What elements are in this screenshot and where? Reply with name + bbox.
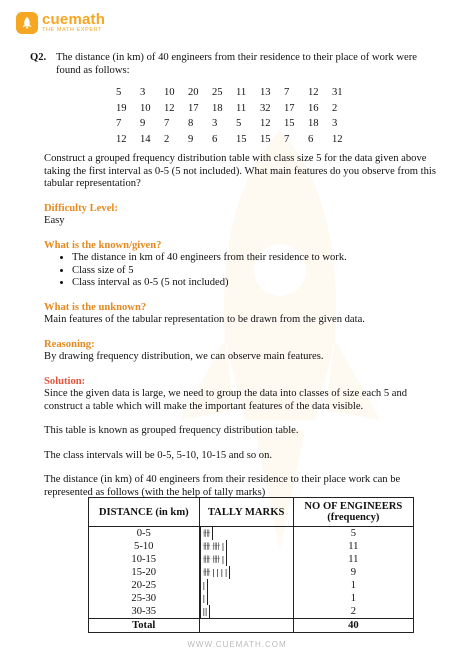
distance-cell: 15-20 bbox=[89, 566, 200, 579]
data-grid-cell: 9 bbox=[140, 118, 146, 129]
cuemath-logo bbox=[16, 12, 105, 34]
reasoning-text: By drawing frequency distribution, we can observe main features. bbox=[44, 351, 324, 362]
data-grid-cell: 25 bbox=[212, 87, 223, 98]
data-grid-cell: 15 bbox=[260, 133, 271, 145]
data-grid-cell: 15 bbox=[236, 133, 247, 145]
data-grid-cell: 5 bbox=[116, 87, 122, 98]
known-list bbox=[44, 252, 444, 290]
frequency-cell: 5 bbox=[293, 527, 413, 541]
reasoning-heading: Reasoning: bbox=[44, 338, 95, 350]
table-row bbox=[89, 592, 414, 605]
table-row bbox=[89, 579, 414, 592]
data-grid-cell: 10 bbox=[140, 102, 151, 114]
data-grid-cell: 3 bbox=[212, 118, 218, 129]
data-grid-row bbox=[116, 87, 356, 103]
frequency-cell: 11 bbox=[293, 553, 413, 566]
frequency-cell: 2 bbox=[293, 605, 413, 619]
data-grid bbox=[116, 87, 356, 149]
data-grid-cell: 14 bbox=[140, 133, 151, 145]
data-grid-cell: 19 bbox=[116, 102, 127, 114]
data-grid-row bbox=[116, 118, 356, 134]
table-row bbox=[89, 605, 414, 619]
total-label: Total bbox=[89, 619, 200, 633]
solution-heading: Solution: bbox=[44, 375, 86, 387]
question-number: Q2. bbox=[30, 52, 47, 63]
data-grid-cell: 13 bbox=[260, 87, 271, 98]
data-grid-cell: 7 bbox=[164, 118, 170, 129]
table-row bbox=[89, 540, 414, 553]
frequency-cell: 11 bbox=[293, 540, 413, 553]
table-row bbox=[89, 566, 414, 579]
data-grid-cell: 31 bbox=[332, 87, 343, 98]
distance-cell: 0-5 bbox=[89, 527, 200, 541]
data-grid-cell: 9 bbox=[188, 133, 194, 145]
frequency-table bbox=[88, 497, 414, 633]
distance-cell: 10-15 bbox=[89, 553, 200, 566]
difficulty-value: Easy bbox=[44, 215, 65, 226]
frequency-cell: 1 bbox=[293, 592, 413, 605]
distance-cell: 30-35 bbox=[89, 605, 200, 619]
data-grid-cell: 12 bbox=[116, 133, 127, 145]
list-item: • Class interval as 0-5 (5 not included) bbox=[72, 277, 444, 290]
col-header-frequency-sub: (frequency) bbox=[327, 512, 380, 523]
data-grid-cell: 2 bbox=[164, 133, 170, 145]
data-grid-cell: 20 bbox=[188, 87, 199, 98]
data-grid-cell: 12 bbox=[332, 133, 343, 145]
solution-paragraph-3: The class intervals will be 0-5, 5-10, 10-15 and so on. bbox=[44, 449, 273, 461]
distance-cell: 25-30 bbox=[89, 592, 200, 605]
data-grid-cell: 12 bbox=[164, 102, 175, 114]
data-grid-cell: 5 bbox=[236, 118, 242, 129]
data-grid-cell: 17 bbox=[284, 102, 295, 114]
col-header-frequency bbox=[293, 498, 413, 527]
data-grid-cell: 10 bbox=[164, 87, 175, 98]
solution-paragraph-1: Since the given data is large, we need to group the data into classes of size each 5 and construct a table which will make the important features of the data visible. bbox=[44, 388, 408, 412]
difficulty-heading: Difficulty Level: bbox=[44, 202, 118, 214]
tally-cell: 卌 卌 | bbox=[200, 553, 227, 566]
brand-tagline: THE MATH EXPERT bbox=[42, 27, 103, 34]
data-grid-cell: 3 bbox=[332, 118, 338, 129]
data-grid-cell: 12 bbox=[308, 87, 319, 98]
total-value: 40 bbox=[293, 619, 413, 633]
question-text: The distance (in km) of 40 engineers from their residence to their place of work were found as follows: bbox=[56, 52, 417, 76]
unknown-text: Main features of the tabular representation to be drawn from the given data. bbox=[44, 314, 365, 325]
data-grid-cell: 3 bbox=[140, 87, 146, 98]
data-grid-cell: 15 bbox=[284, 118, 295, 129]
data-grid-row bbox=[116, 103, 356, 119]
data-grid-row bbox=[116, 134, 356, 150]
distance-cell: 20-25 bbox=[89, 579, 200, 592]
data-grid-cell: 11 bbox=[236, 87, 247, 98]
data-grid-cell: 18 bbox=[308, 118, 319, 129]
tally-cell: | bbox=[200, 579, 208, 592]
solution-paragraph-4: The distance (in km) of 40 engineers from their residence to their place work can be represented as follows (with the help of tally marks) bbox=[44, 474, 401, 498]
data-grid-cell: 6 bbox=[212, 133, 218, 145]
data-grid-cell: 8 bbox=[188, 118, 194, 129]
distance-cell: 5-10 bbox=[89, 540, 200, 553]
col-header-tally: TALLY MARKS bbox=[199, 498, 293, 527]
data-grid-cell: 12 bbox=[260, 118, 271, 129]
footer-url: WWW.CUEMATH.COM bbox=[187, 640, 287, 649]
data-grid-cell: 7 bbox=[284, 133, 290, 145]
tally-cell: 卌 | | | | bbox=[200, 566, 230, 579]
tally-cell: 卌 bbox=[200, 527, 214, 540]
solution-paragraph-2: This table is known as grouped frequency distribution table. bbox=[44, 425, 299, 436]
table-row bbox=[89, 527, 414, 541]
question bbox=[30, 52, 444, 77]
total-tally-cell bbox=[199, 619, 293, 633]
tally-cell: | bbox=[200, 592, 208, 605]
data-grid-cell: 2 bbox=[332, 102, 338, 114]
tally-cell: || bbox=[200, 605, 210, 618]
question-instruction: Construct a grouped frequency distribution table with class size 5 for the data given above taking the first interval as 0-5 (5 not included). What main features do you observe from this tabular representation? bbox=[44, 153, 436, 189]
unknown-heading: What is the unknown? bbox=[44, 301, 147, 313]
data-grid-cell: 16 bbox=[308, 102, 319, 114]
data-grid-cell: 7 bbox=[116, 118, 122, 129]
table-row bbox=[89, 553, 414, 566]
known-heading: What is the known/given? bbox=[44, 239, 162, 251]
brand-name: cuemath bbox=[42, 11, 106, 29]
data-grid-cell: 32 bbox=[260, 102, 271, 114]
data-grid-cell: 6 bbox=[308, 133, 314, 145]
worksheet-content bbox=[30, 52, 444, 499]
data-grid-cell: 7 bbox=[284, 87, 290, 98]
list-item: • The distance in km of 40 engineers from their residence to work. bbox=[72, 252, 444, 265]
list-item: • Class size of 5 bbox=[72, 265, 444, 278]
data-grid-cell: 11 bbox=[236, 102, 247, 114]
tally-cell: 卌 卌 | bbox=[200, 540, 227, 553]
frequency-cell: 1 bbox=[293, 579, 413, 592]
col-header-frequency-label: NO OF ENGINEERS bbox=[304, 501, 403, 512]
frequency-cell: 9 bbox=[293, 566, 413, 579]
data-grid-cell: 18 bbox=[212, 102, 223, 114]
total-row bbox=[89, 619, 414, 633]
rocket-icon bbox=[16, 12, 38, 34]
col-header-distance: DISTANCE (in km) bbox=[89, 498, 200, 527]
data-grid-cell: 17 bbox=[188, 102, 199, 114]
